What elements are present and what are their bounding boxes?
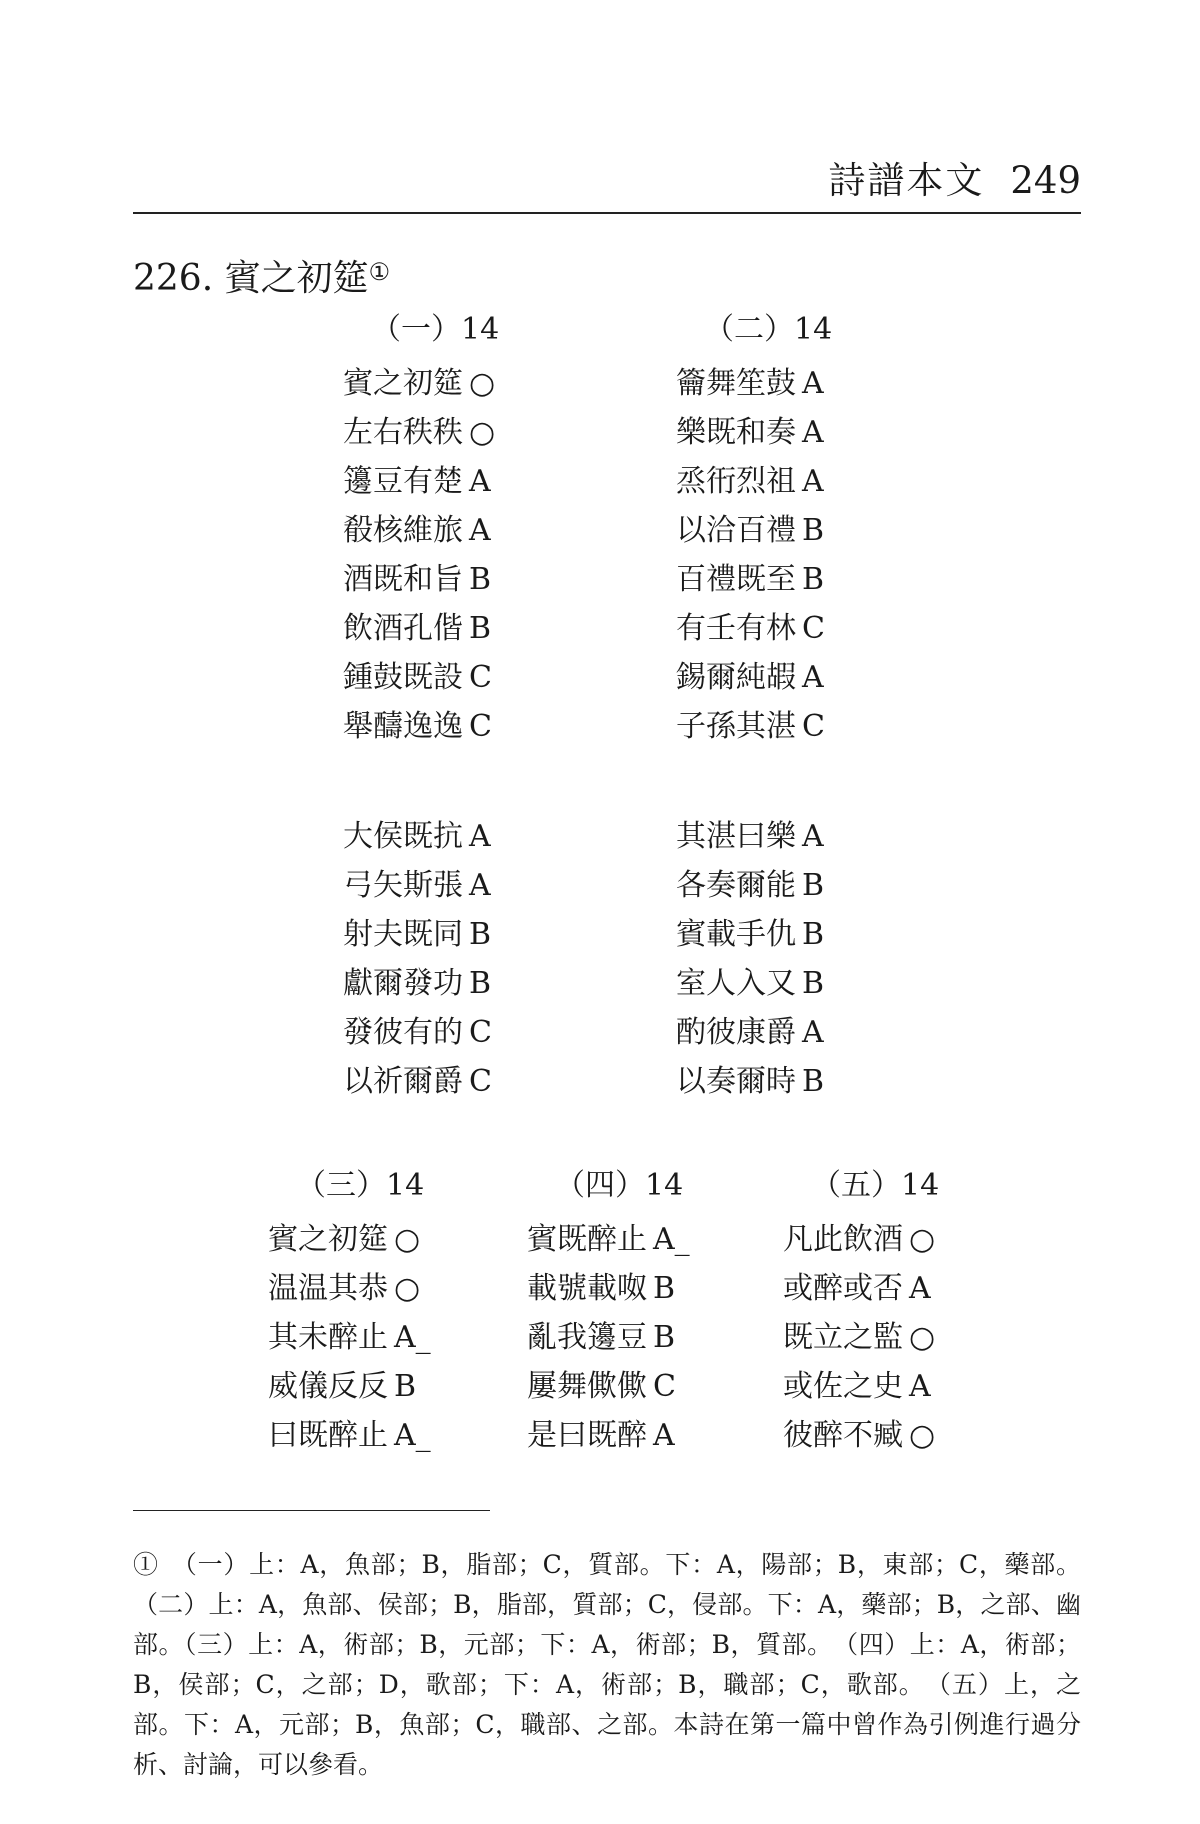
- rhyme-mark: ○: [469, 366, 496, 401]
- stanza-label: （五）14: [811, 1168, 940, 1203]
- rhyme-mark: A: [802, 464, 824, 499]
- verse-line: [343, 1057, 492, 1106]
- verse-text: 烝衎烈祖: [676, 464, 796, 499]
- page-number: 249: [1010, 159, 1081, 202]
- poem-title-text: 226. 賓之初筵: [133, 258, 369, 299]
- verse-text: 獻爾發功: [343, 966, 463, 1001]
- verse-line: [676, 555, 832, 604]
- rhyme-mark: ○: [909, 1222, 936, 1257]
- rhyme-mark: C: [802, 611, 825, 646]
- verse-text: 左右秩秩: [343, 415, 463, 450]
- poem-title: [133, 250, 390, 301]
- verse-line: [676, 910, 824, 959]
- stanza-1-continued: [343, 812, 492, 1106]
- verse-text: 亂我籩豆: [527, 1320, 647, 1355]
- rhyme-mark: A_: [394, 1320, 431, 1355]
- verse-line: [343, 408, 499, 457]
- verse-line: [676, 702, 832, 751]
- stanza-2: [676, 310, 832, 751]
- verse-line: [343, 812, 492, 861]
- rhyme-mark: B: [802, 966, 825, 1001]
- verse-text: 有壬有林: [676, 611, 796, 646]
- verse-line: [676, 653, 832, 702]
- rhyme-mark: B: [469, 966, 492, 1001]
- verse-line: [343, 861, 492, 910]
- verse-text: 射夫既同: [343, 917, 463, 952]
- footnote-reference: ①: [368, 258, 391, 286]
- verse-line: [783, 1264, 939, 1313]
- verse-line: [527, 1362, 690, 1411]
- rhyme-mark: B: [469, 917, 492, 952]
- verse-line: [343, 506, 499, 555]
- rhyme-mark: ○: [909, 1418, 936, 1453]
- rhyme-mark: ○: [469, 415, 496, 450]
- rhyme-mark: B: [802, 917, 825, 952]
- rhyme-mark: A: [802, 366, 824, 401]
- verse-line: [343, 910, 492, 959]
- stanza-5: [783, 1166, 939, 1460]
- verse-text: 其湛曰樂: [676, 819, 796, 854]
- rhyme-mark: A: [909, 1271, 931, 1306]
- verse-line: [268, 1362, 431, 1411]
- verse-line: [268, 1215, 431, 1264]
- rhyme-mark: B: [802, 1064, 825, 1099]
- verse-line: [676, 359, 832, 408]
- rhyme-mark: C: [802, 709, 825, 744]
- verse-line: [676, 861, 824, 910]
- verse-line: [343, 555, 499, 604]
- verse-line: [783, 1411, 939, 1460]
- verse-line: [343, 604, 499, 653]
- verse-text: 殽核維旅: [343, 513, 463, 548]
- footnote-rule: [133, 1510, 490, 1511]
- rhyme-mark: B: [469, 611, 492, 646]
- verse-line: [676, 1008, 824, 1057]
- verse-text: 以祈爾爵: [343, 1064, 463, 1099]
- rhyme-mark: B: [802, 513, 825, 548]
- verse-text: 飲酒孔偕: [343, 611, 463, 646]
- verse-text: 樂既和奏: [676, 415, 796, 450]
- rhyme-mark: ○: [394, 1271, 421, 1306]
- verse-text: 温温其恭: [268, 1271, 388, 1306]
- rhyme-mark: A: [802, 415, 824, 450]
- verse-text: 彼醉不臧: [783, 1418, 903, 1453]
- rhyme-mark: C: [469, 1064, 492, 1099]
- verse-line: [343, 702, 499, 751]
- rhyme-mark: ○: [909, 1320, 936, 1355]
- verse-text: 曰既醉止: [268, 1418, 388, 1453]
- verse-text: 既立之監: [783, 1320, 903, 1355]
- verse-text: 以奏爾時: [676, 1064, 796, 1099]
- verse-text: 發彼有的: [343, 1015, 463, 1050]
- verse-text: 籩豆有楚: [343, 464, 463, 499]
- verse-line: [343, 359, 499, 408]
- verse-text: 子孫其湛: [676, 709, 796, 744]
- verse-line: [343, 457, 499, 506]
- rhyme-mark: B: [469, 562, 492, 597]
- verse-text: 以洽百禮: [676, 513, 796, 548]
- verse-text: 大侯既抗: [343, 819, 463, 854]
- running-header: [133, 150, 1081, 204]
- stanza-label: （一）14: [371, 312, 500, 347]
- verse-text: 弓矢斯張: [343, 868, 463, 903]
- verse-text: 或佐之史: [783, 1369, 903, 1404]
- verse-line: [527, 1264, 690, 1313]
- verse-line: [343, 959, 492, 1008]
- verse-text: 凡此飲酒: [783, 1222, 903, 1257]
- verse-text: 其未醉止: [268, 1320, 388, 1355]
- stanza-2-continued: [676, 812, 824, 1106]
- verse-line: [783, 1313, 939, 1362]
- verse-line: [783, 1362, 939, 1411]
- verse-line: [676, 1057, 824, 1106]
- verse-line: [343, 653, 499, 702]
- rhyme-mark: A: [802, 819, 824, 854]
- verse-text: 賓之初筵: [268, 1222, 388, 1257]
- verse-text: 各奏爾能: [676, 868, 796, 903]
- stanza-1: [343, 310, 499, 751]
- verse-text: 賓既醉止: [527, 1222, 647, 1257]
- rhyme-mark: A: [802, 1015, 824, 1050]
- rhyme-mark: C: [469, 1015, 492, 1050]
- verse-text: 賓之初筵: [343, 366, 463, 401]
- verse-line: [676, 457, 832, 506]
- running-header-title: 詩譜本文: [828, 159, 985, 202]
- footnote-paragraph: ① （一）上：A，魚部；B，脂部；C，質部。下：A，陽部；B，東部；C，藥部。（二）上：A，魚部、侯部；B，脂部，質部；C，侵部。下：A，藥部；B，之部、幽部。（三）上：A，術部；B，元部；下：A，術部；B，質部。 （四）上：A，術部；B，侯部；C，之部；D，歌部；下：A，術部；B，職部；C，歌部。 （五）上，之部。下：A，元部；B，魚部；C，職部、之部。本詩在第一篇中曾作為引例進行過分析、討論，可以參看。: [133, 1550, 1081, 1779]
- verse-line: [343, 1008, 492, 1057]
- rhyme-mark: ○: [394, 1222, 421, 1257]
- rhyme-mark: C: [653, 1369, 676, 1404]
- verse-line: [676, 408, 832, 457]
- stanza-label: （三）14: [296, 1168, 425, 1203]
- rhyme-mark: B: [802, 562, 825, 597]
- rhyme-mark: A_: [653, 1222, 690, 1257]
- verse-text: 鍾鼓既設: [343, 660, 463, 695]
- rhyme-mark: C: [469, 660, 492, 695]
- verse-line: [268, 1313, 431, 1362]
- rhyme-mark: B: [653, 1271, 676, 1306]
- verse-text: 載號載呶: [527, 1271, 647, 1306]
- stanza-label: （四）14: [555, 1168, 684, 1203]
- stanza-4: [527, 1166, 690, 1460]
- verse-text: 錫爾純嘏: [676, 660, 796, 695]
- rhyme-mark: A: [469, 819, 491, 854]
- stanza-3: [268, 1166, 431, 1460]
- rhyme-mark: A: [802, 660, 824, 695]
- verse-text: 百禮既至: [676, 562, 796, 597]
- verse-line: [527, 1411, 690, 1460]
- verse-text: 威儀反反: [268, 1369, 388, 1404]
- verse-line: [527, 1313, 690, 1362]
- verse-line: [676, 506, 832, 555]
- verse-line: [527, 1215, 690, 1264]
- rhyme-mark: A: [653, 1418, 675, 1453]
- verse-line: [268, 1411, 431, 1460]
- rhyme-mark: C: [469, 709, 492, 744]
- verse-text: 屢舞僛僛: [527, 1369, 647, 1404]
- verse-line: [676, 959, 824, 1008]
- verse-text: 籥舞笙鼓: [676, 366, 796, 401]
- verse-line: [676, 604, 832, 653]
- header-rule: [133, 212, 1081, 214]
- verse-line: [268, 1264, 431, 1313]
- rhyme-mark: B: [653, 1320, 676, 1355]
- verse-line: [676, 812, 824, 861]
- rhyme-mark: B: [802, 868, 825, 903]
- verse-text: 舉醻逸逸: [343, 709, 463, 744]
- rhyme-mark: A: [469, 868, 491, 903]
- verse-text: 酒既和旨: [343, 562, 463, 597]
- verse-text: 賓載手仇: [676, 917, 796, 952]
- verse-text: 是曰既醉: [527, 1418, 647, 1453]
- footnote: [133, 1545, 1081, 1785]
- stanza-label: （二）14: [704, 312, 833, 347]
- rhyme-mark: B: [394, 1369, 417, 1404]
- rhyme-mark: A: [469, 464, 491, 499]
- verse-text: 或醉或否: [783, 1271, 903, 1306]
- verse-text: 酌彼康爵: [676, 1015, 796, 1050]
- verse-text: 室人入又: [676, 966, 796, 1001]
- rhyme-mark: A_: [394, 1418, 431, 1453]
- rhyme-mark: A: [909, 1369, 931, 1404]
- verse-line: [783, 1215, 939, 1264]
- rhyme-mark: A: [469, 513, 491, 548]
